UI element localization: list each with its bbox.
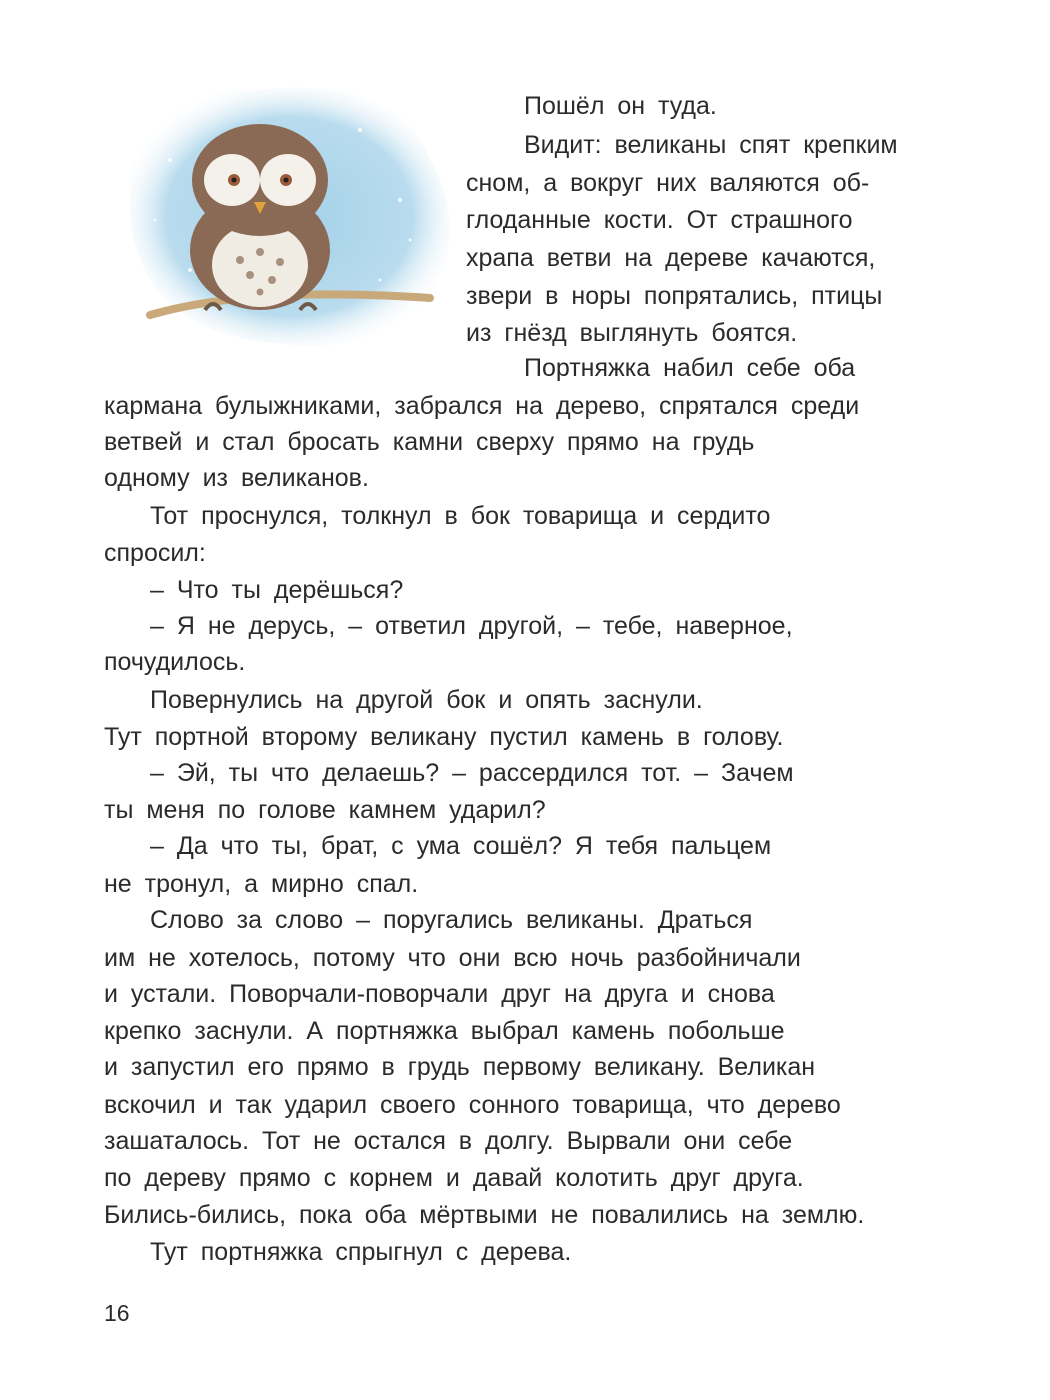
text-line: из гнёзд выглянуть боятся. bbox=[466, 319, 798, 347]
text-line: и устали. Поворчали-поворчали друг на друга и снова bbox=[104, 980, 775, 1008]
text-line: почудилось. bbox=[104, 648, 246, 676]
text-line: ветвей и стал бросать камни сверху прямо на грудь bbox=[104, 428, 755, 456]
text-line: одному из великанов. bbox=[104, 464, 369, 492]
text-line: вскочил и так ударил своего сонного товарища, что дерево bbox=[104, 1091, 841, 1119]
text-line: зашаталось. Тот не остался в долгу. Вырвали они себе bbox=[104, 1127, 793, 1155]
text-line: Бились-бились, пока оба мёртвыми не повалились на землю. bbox=[104, 1201, 865, 1229]
page-number: 16 bbox=[104, 1300, 130, 1326]
text-line: Тут портной второму великану пустил камень в голову. bbox=[104, 723, 784, 751]
text-line: – Что ты дерёшься? bbox=[150, 576, 404, 604]
text-line: Слово за слово – поругались великаны. Драться bbox=[150, 906, 753, 934]
text-line: крепко заснули. А портняжка выбрал камень побольше bbox=[104, 1017, 785, 1045]
text-line: кармана булыжниками, забрался на дерево, спрятался среди bbox=[104, 392, 860, 420]
text-line: Портняжка набил себе оба bbox=[524, 354, 856, 382]
text-line: по дереву прямо с корнем и давай колотить друг друга. bbox=[104, 1164, 804, 1192]
text-line: Тот проснулся, толкнул в бок товарища и сердито bbox=[150, 502, 771, 530]
text-line: Пошёл он туда. bbox=[524, 92, 717, 120]
text-line: храпа ветви на дереве качаются, bbox=[466, 244, 876, 272]
text-line: – Эй, ты что делаешь? – рассердился тот. – Зачем bbox=[150, 759, 794, 787]
text-line: сном, а вокруг них валяются об- bbox=[466, 169, 870, 197]
text-line: звери в норы попрятались, птицы bbox=[466, 282, 883, 310]
text-line: глоданные кости. От страшного bbox=[466, 206, 853, 234]
text-line: и запустил его прямо в грудь первому великану. Великан bbox=[104, 1053, 816, 1081]
text-line: Тут портняжка спрыгнул с дерева. bbox=[150, 1238, 572, 1266]
text-line: им не хотелось, потому что они всю ночь разбойничали bbox=[104, 944, 801, 972]
owl-illustration bbox=[110, 70, 470, 360]
text-line: не тронул, а мирно спал. bbox=[104, 870, 419, 898]
text-line: ты меня по голове камнем ударил? bbox=[104, 796, 546, 824]
text-line: – Я не дерусь, – ответил другой, – тебе, наверное, bbox=[150, 612, 793, 640]
text-line: спросил: bbox=[104, 539, 206, 567]
text-line: Повернулись на другой бок и опять заснули. bbox=[150, 686, 703, 714]
text-line: Видит: великаны спят крепким bbox=[524, 131, 898, 159]
text-line: – Да что ты, брат, с ума сошёл? Я тебя пальцем bbox=[150, 832, 772, 860]
